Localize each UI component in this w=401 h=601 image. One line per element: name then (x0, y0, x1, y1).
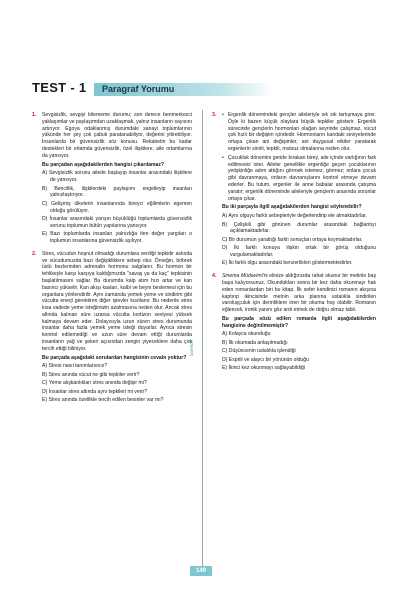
question-text-body: 'ni elinize aldığınızda rahat okunur bir metinle baş başa kalıyorsunuz. Okundukları sonra bir kez daha okunmayı hak eden romanlardan biri bu kitap. İlk sefer kendinizi romanın akışına kaptırıp ikincisinde metnin arka planına ustalıkla sindirilen varoluşçuluk için derinliklere inen bir okuma hoş olabilir. Romanın eğlenceli, ironik yanını göz ardı etmek de doğru olmaz tabii. (222, 273, 377, 314)
option-b[interactable]: B) İlk okumada anlaşılmadığı (222, 339, 288, 346)
option-c[interactable]: C) Gelişmiş ülkelerin insanlarında bireyci eğilimlerin egemen olduğu görülüyor. (42, 200, 192, 214)
option-c[interactable]: C) Bir durumun yarattığı farklı sonuçları ortaya koymaktadırlar. (222, 236, 363, 243)
passage-bullet: • Çocukluk dönemini geride bırakan birey, aile içinde varlığının fark edilmesini ister. Aileler genellikle ergenliğe geçen çocuklarının yetişkinliğe adım attığını görmek istemez, görmez; onlara çocuk gibi davranmaya, onların davranışlarını kontrol etmeye devam ederler. Bu tutum, ergenler ile anne babalar arasında çatışma yaratır; ergenlik döneminde aileleriyle gençlerin arasında sorunlar ortaya çıkar. (222, 155, 376, 203)
question-stem: Bu parçada sözü edilen romanla ilgili aşağıdakilerden hangisine değinilmemiştir? (222, 315, 376, 329)
option-a[interactable]: A) Stresi nasıl tanımlarsınız? (42, 363, 108, 370)
option-b[interactable]: B) Çelişkili gibi görünen durumlar arasındaki bağlantıyı açıklamaktadırlar. (222, 221, 376, 235)
option-e[interactable]: E) İki farklı olgu arasındaki benzerlikleri göstermektedirler. (222, 260, 353, 267)
option-b[interactable]: B) Stres anında vücut ne gibi tepkiler verir? (42, 371, 140, 378)
question-text: Stres, vücudun hoşnut olmadığı durumlara verdiği tepkidir aslında ve vücudumuzda bazı değişikliklere sebep olur. Örneğin, böbrek üstü bezlerinden adrenalin hormonu salgılanır. Bu hormon bir tehlikeyle karşı karşıya kaldığımızda "savaş ya da kaç" tepkisinin başlatılmasını sağlar. Bu durumda kalp atım hızı artar ve kan basıncı yükselir. Kan akışı kasları, kalbi ve beyni beslemesi için bu organlara yönlendirilir. Aynı zamanda yemek yeme ve sindirim gibi vücutta enerji gerektiren diğer işlevler kısıtlanır. Bu nedenle stres kısa vadede yeme isteğimizin azalmasına neden olur. Ancak stres altında kalınan süre uzarsa vücutta kortizon seviyesi yüksek kalmaya devam eder. Dolayısıyla uzun süren stres durumunda insanlar daha fazla yemek yeme isteği duyarlar. Ayrıca stresin kontrol edilemediği ve uzun süre devam ettiği durumlarda insanların yağ ve şekeri açısından zengin yiyeceklere daha çok tercih ettiği biliniyor. (42, 250, 192, 352)
option-b[interactable]: B) Bencillik, ilişkilerdeki paylaşımı engelleyip insanları yalnızlaştırıyor. (42, 185, 192, 199)
question-number: 1. (32, 112, 37, 118)
option-a[interactable]: A) Kolayca okunduğu (222, 331, 271, 338)
question-stem: Bu parçada aşağıdaki sorulardan hangisinin cevabı yoktur? (42, 354, 187, 361)
option-e[interactable]: E) Stres anında özellikle tercih edilen besinler var mı? (42, 397, 164, 404)
question-2 (32, 251, 192, 404)
left-column (32, 112, 192, 410)
option-d[interactable]: D) İki farklı konuya ilişkin ortak bir görüş olduğunu vurgulamaktadırlar. (222, 245, 376, 258)
page-number: 149 (190, 566, 212, 576)
test-title: TEST - 1 (32, 80, 87, 95)
option-a[interactable]: A) Aynı olguyu farklı sebepleriyle değerlendirip ele almaktadırlar. (222, 213, 367, 220)
option-d[interactable]: D) İnsanlar arasındaki yarışın büyüklüğü toplumlarda güvensizlik sorunu toplumun bütün yapılarına yansıyor. (42, 215, 192, 229)
option-e[interactable]: E) Bazı toplumlarda insanları yalnızlığa iten değer yargıları o toplumun insanlarına güvensizlik aşılıyor. (42, 231, 192, 244)
publisher-mark: karekök (189, 340, 194, 356)
question-number: 2. (32, 250, 37, 257)
option-d[interactable]: D) İnsanlar stres altında aynı tepkileri mi verir? (42, 388, 148, 395)
book-title: Sinema Müdavimi (222, 273, 263, 280)
question-1 (32, 112, 192, 245)
option-a[interactable]: A) Sevgisizlik sorunu ailede başlayıp insanlar arasındaki ilişkilere de yansıyor. (42, 170, 192, 184)
question-stem: Bu iki parçayla ilgili aşağıdakilerden hangisi söylenebilir? (222, 204, 362, 211)
option-e[interactable]: E) İkinci kez okunmayı sağlayabildiği (222, 365, 305, 372)
option-c[interactable]: C) Düşüncenin ustalıkla işlendiği (222, 348, 296, 355)
question-number: 3. (212, 112, 217, 118)
question-4 (212, 273, 376, 372)
right-column (212, 112, 376, 378)
passage-bullet: • Ergenlik dönemindeki gençler aileleriyle sık sık tartışmaya girer. Öyle ki bazen küçük olaylara büyük tepkiler gösterir. Ergenlik sürecinde gençlerin hormonları olağan seyrinde çalışmaz, vücut çok hızlı bir değişim içindedir. Hormonların kandaki seviyelerinde ortaya çıkan ani değişimler, ani duygusal etkiler yaratarak ergenlerin sinirli, tepkili, mutsuz olmalarına neden olur. (222, 112, 376, 153)
option-c[interactable]: C) Yeme alışkanlıkları stres anında değişir mi? (42, 380, 147, 387)
question-number: 4. (212, 273, 217, 280)
column-divider (202, 110, 203, 570)
question-text (222, 273, 376, 314)
option-d[interactable]: D) Esprili ve alaycı bir yönünün olduğu (222, 356, 309, 363)
question-stem: Bu parçadan aşağıdakilerden hangisi çıkarılamaz? (42, 161, 165, 168)
section-title: Paragraf Yorumu (102, 84, 175, 94)
question-text: Sevgisizlik, sevgiyi bilememe durumu; son derece benmerkezci yaklaşımlar ve paylaşımdan uzaklaşmak, yalnız insanların sayısını artırıyor. Egoya odaklanmış durumdaki sanayi toplumlarının yükünde her şey çok çabuk paratanabiliyor, değerini yitirebiliyor. İnsanlarda bir güvensizlik söz konusu. Rekabetin bu kadar destekleri bir ortamda güvensizlik, özel ilişkilere, aile ortamlarına da yansıyor. (42, 112, 192, 159)
page-header (32, 80, 378, 100)
question-3 (212, 112, 376, 267)
